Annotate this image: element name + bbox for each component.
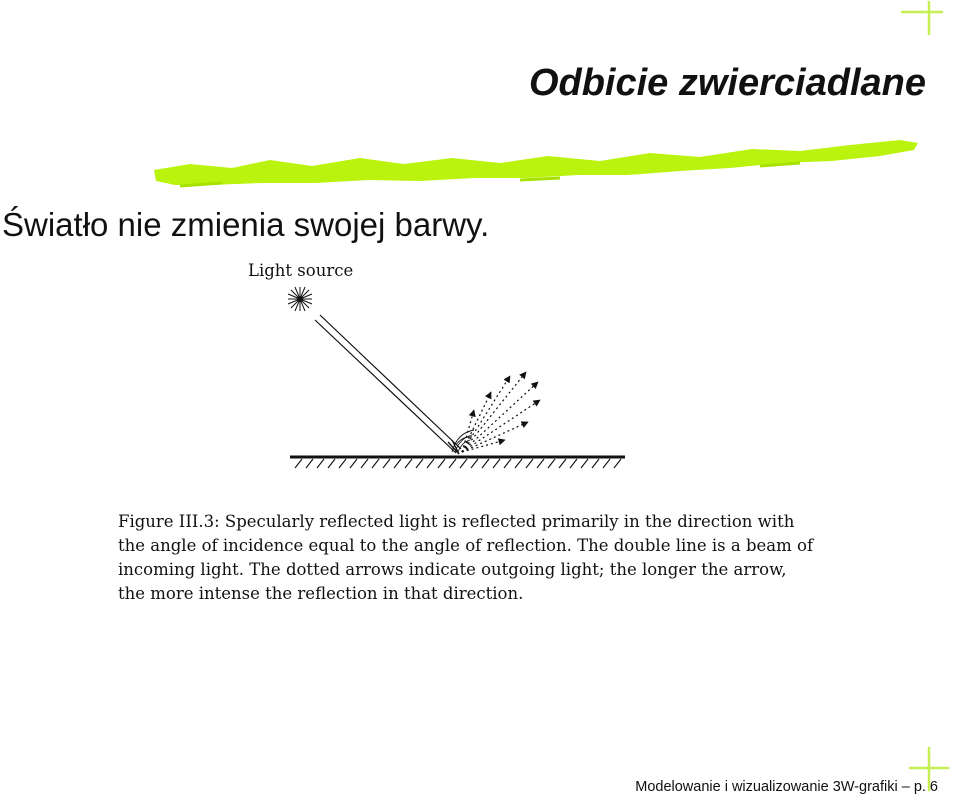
slide-footer: Modelowanie i wizualizowanie 3W-grafiki – p. 6 (635, 779, 938, 795)
reflected-light-arrows (462, 372, 540, 452)
figure-caption: Figure III.3: Specularly reflected light is reflected primarily in the direction with the angle of incidence equal to the angle of reflection. The double line is a beam of incoming light. The dotted arrows indicate outgoing light; the longer the arrow, the more intense the reflection in that direction. (118, 512, 814, 603)
reflected-arrow-2 (462, 392, 491, 452)
reflective-surface (290, 457, 625, 468)
reflected-arrow-4 (462, 372, 526, 452)
slide-subtitle: Światło nie zmienia swojej barwy. (2, 206, 490, 243)
incoming-light-beam (315, 315, 461, 454)
slide-title: Odbicie zwierciadlane (528, 62, 926, 104)
light-source-icon (288, 287, 312, 311)
light-source-label: Light source (248, 261, 354, 280)
reflected-arrow-8 (462, 440, 505, 452)
reflected-arrow-6 (462, 400, 540, 452)
